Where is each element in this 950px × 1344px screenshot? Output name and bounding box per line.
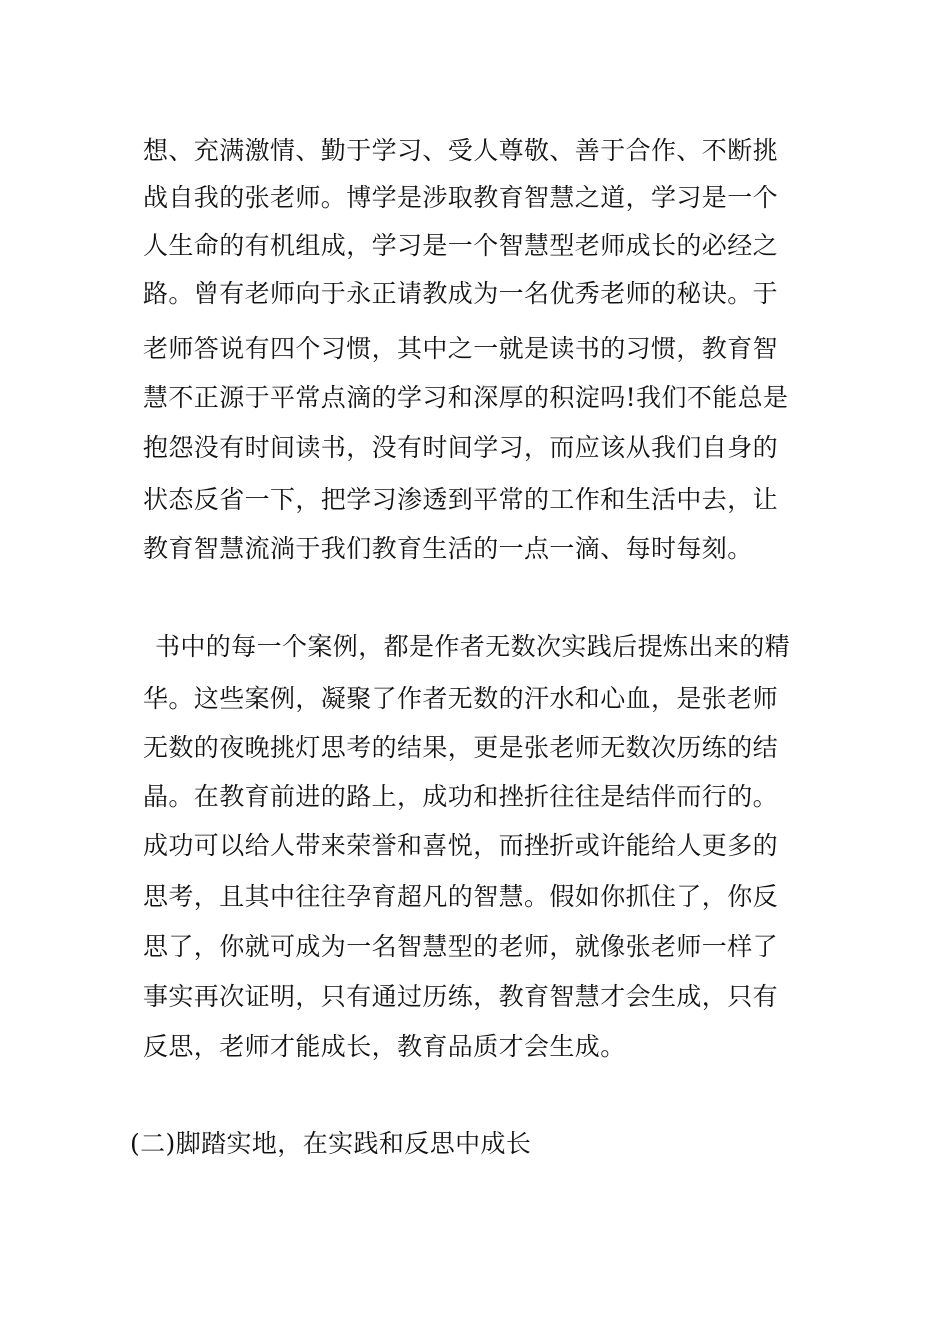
paragraph-2-line-7: 思了，你就可成为一名智慧型的老师，就像张老师一样了	[143, 932, 779, 961]
paragraph-2-line-8: 事实再次证明，只有通过历练，教育智慧才会生成，只有	[143, 982, 779, 1011]
paragraph-1-line-4: 路。曾有老师向于永正请教成为一名优秀老师的秘诀。于	[143, 279, 779, 308]
paragraph-1-line-3: 人生命的有机组成，学习是一个智慧型老师成长的必经之	[143, 231, 779, 260]
paragraph-2-line-5: 成功可以给人带来荣誉和喜悦，而挫折或许能给人更多的	[143, 831, 779, 860]
paragraph-1-line-6: 慧不正源于平常点滴的学习和深厚的积淀吗!我们不能总是	[143, 383, 789, 412]
paragraph-1-line-8: 状态反省一下，把学习渗透到平常的工作和生活中去，让	[143, 485, 779, 514]
paragraph-1-line-2: 战自我的张老师。博学是涉取教育智慧之道，学习是一个	[143, 183, 779, 212]
paragraph-2-line-1: 书中的每一个案例，都是作者无数次实践后提炼出来的精	[155, 632, 791, 661]
paragraph-1-line-7: 抱怨没有时间读书，没有时间学习，而应该从我们自身的	[143, 433, 779, 462]
paragraph-2-line-3: 无数的夜晚挑灯思考的结果，更是张老师无数次历练的结	[143, 733, 779, 762]
paragraph-1-line-1: 想、充满激情、勤于学习、受人尊敬、善于合作、不断挑	[143, 136, 779, 165]
paragraph-1-line-9: 教育智慧流淌于我们教育生活的一点一滴、每时每刻。	[143, 534, 753, 563]
section-heading: (二)脚踏实地，在实践和反思中成长	[130, 1129, 532, 1158]
paragraph-2-line-2: 华。这些案例，凝聚了作者无数的汗水和心血，是张老师	[143, 684, 779, 713]
paragraph-2-line-6: 思考，且其中往往孕育超凡的智慧。假如你抓住了，你反	[143, 882, 779, 911]
paragraph-1-line-5: 老师答说有四个习惯，其中之一就是读书的习惯，教育智	[143, 334, 779, 363]
paragraph-2-line-4: 晶。在教育前进的路上，成功和挫折往往是结伴而行的。	[143, 782, 779, 811]
paragraph-2-line-9: 反思，老师才能成长，教育品质才会生成。	[143, 1032, 626, 1061]
